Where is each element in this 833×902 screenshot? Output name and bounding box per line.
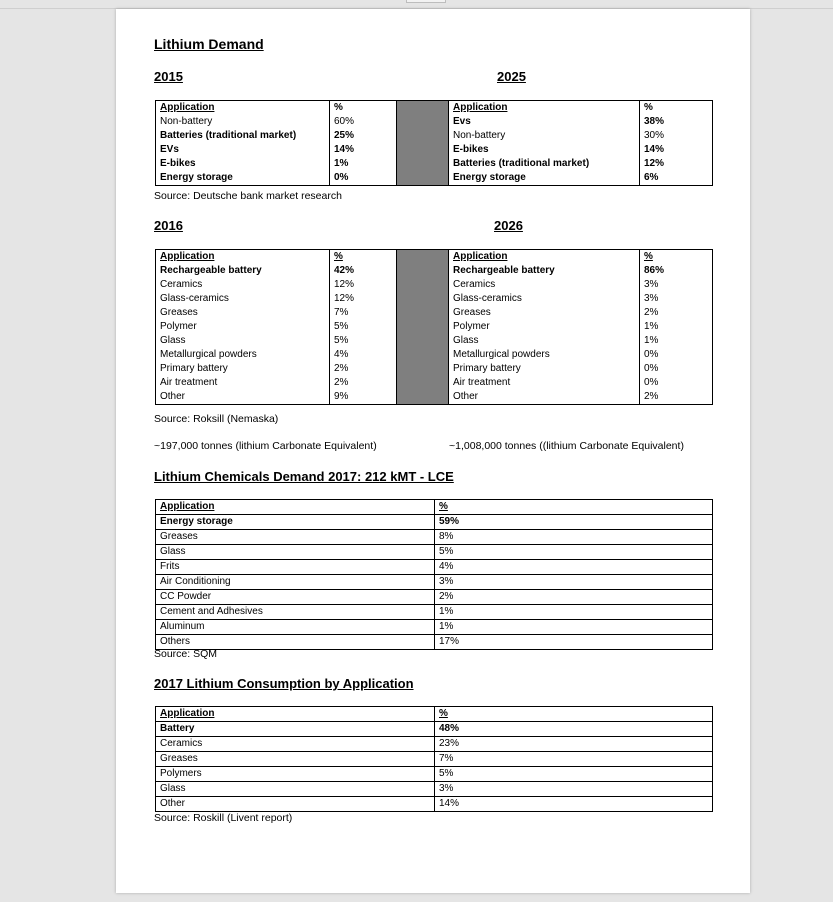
percent-cell: 7% — [435, 752, 713, 767]
consumption-heading: 2017 Lithium Consumption by Application — [154, 676, 414, 691]
percent-cell: 17% — [435, 635, 713, 650]
table-row — [156, 782, 713, 797]
header-application: Application — [449, 101, 640, 116]
table-row — [156, 157, 713, 171]
application-cell: Glass — [156, 545, 435, 560]
application-cell: Non-battery — [156, 115, 330, 129]
source-roksill: Source: Roksill (Nemaska) — [154, 413, 279, 425]
application-cell: Rechargeable battery — [449, 264, 640, 278]
table-row — [156, 605, 713, 620]
year-2015-heading: 2015 — [154, 69, 183, 84]
document-page — [116, 9, 750, 893]
percent-cell: 60% — [330, 115, 397, 129]
separator-block — [397, 334, 449, 348]
application-cell: Ceramics — [449, 278, 640, 292]
application-cell: Evs — [449, 115, 640, 129]
percent-cell: 48% — [435, 722, 713, 737]
header-percent: % — [330, 101, 397, 116]
percent-cell: 7% — [330, 306, 397, 320]
table-row — [156, 348, 713, 362]
separator-block — [397, 320, 449, 334]
application-cell: Cement and Adhesives — [156, 605, 435, 620]
percent-cell: 2% — [640, 306, 713, 320]
percent-cell: 4% — [330, 348, 397, 362]
application-cell: Greases — [156, 752, 435, 767]
application-cell: E-bikes — [156, 157, 330, 171]
application-cell: Greases — [156, 306, 330, 320]
application-cell: CC Powder — [156, 590, 435, 605]
application-cell: Rechargeable battery — [156, 264, 330, 278]
percent-cell: 5% — [330, 334, 397, 348]
percent-cell: 12% — [330, 278, 397, 292]
application-cell: Polymer — [449, 320, 640, 334]
percent-cell: 8% — [435, 530, 713, 545]
table-row — [156, 515, 713, 530]
table-row — [156, 306, 713, 320]
percent-cell: 59% — [435, 515, 713, 530]
percent-cell: 6% — [640, 171, 713, 186]
application-cell: Glass — [156, 334, 330, 348]
table-row — [156, 264, 713, 278]
table-row — [156, 737, 713, 752]
application-cell: Other — [449, 390, 640, 405]
separator-block — [397, 101, 449, 116]
application-cell: Glass — [156, 782, 435, 797]
separator-block — [397, 362, 449, 376]
percent-cell: 1% — [640, 320, 713, 334]
year-2026-heading: 2026 — [494, 218, 523, 233]
percent-cell: 0% — [640, 348, 713, 362]
percent-cell: 5% — [330, 320, 397, 334]
table-row — [156, 797, 713, 812]
header-percent: % — [640, 250, 713, 265]
percent-cell: 14% — [330, 143, 397, 157]
application-cell: Energy storage — [156, 171, 330, 186]
header-percent: % — [435, 500, 713, 515]
header-application: Application — [156, 101, 330, 116]
table-row — [156, 115, 713, 129]
percent-cell: 0% — [640, 362, 713, 376]
header-application: Application — [156, 250, 330, 265]
header-percent: % — [330, 250, 397, 265]
application-cell: Polymers — [156, 767, 435, 782]
application-cell: EVs — [156, 143, 330, 157]
percent-cell: 1% — [435, 605, 713, 620]
application-cell: Ceramics — [156, 737, 435, 752]
application-cell: E-bikes — [449, 143, 640, 157]
application-cell: Air Conditioning — [156, 575, 435, 590]
application-cell: Primary battery — [156, 362, 330, 376]
percent-cell: 0% — [640, 376, 713, 390]
header-application: Application — [156, 707, 435, 722]
source-deutsche-bank: Source: Deutsche bank market research — [154, 190, 342, 202]
percent-cell: 23% — [435, 737, 713, 752]
percent-cell: 14% — [435, 797, 713, 812]
page-tab[interactable] — [406, 0, 446, 3]
application-cell: Glass-ceramics — [449, 292, 640, 306]
percent-cell: 86% — [640, 264, 713, 278]
separator-block — [397, 143, 449, 157]
application-cell: Metallurgical powders — [449, 348, 640, 362]
table-row — [156, 560, 713, 575]
tonnes-note-2016: ~197,000 tonnes (lithium Carbonate Equivalent) — [154, 440, 377, 452]
application-cell: Air treatment — [449, 376, 640, 390]
source-sqm: Source: SQM — [154, 648, 218, 660]
table-header-row — [156, 707, 713, 722]
source-roskill-livent: Source: Roskill (Livent report) — [154, 812, 293, 824]
document-title: Lithium Demand — [154, 36, 264, 52]
percent-cell: 0% — [330, 171, 397, 186]
table-row — [156, 390, 713, 405]
table-row — [156, 620, 713, 635]
application-cell: Air treatment — [156, 376, 330, 390]
separator-block — [397, 171, 449, 186]
percent-cell: 5% — [435, 767, 713, 782]
application-cell: Metallurgical powders — [156, 348, 330, 362]
application-cell: Greases — [156, 530, 435, 545]
percent-cell: 2% — [330, 376, 397, 390]
separator-block — [397, 390, 449, 405]
application-cell: Frits — [156, 560, 435, 575]
percent-cell: 4% — [435, 560, 713, 575]
percent-cell: 12% — [330, 292, 397, 306]
percent-cell: 3% — [640, 292, 713, 306]
demand-2016-2026-table — [155, 249, 713, 405]
percent-cell: 1% — [330, 157, 397, 171]
table-header-row — [156, 500, 713, 515]
percent-cell: 14% — [640, 143, 713, 157]
table-row — [156, 752, 713, 767]
percent-cell: 3% — [435, 782, 713, 797]
table-row — [156, 362, 713, 376]
application-cell: Glass — [449, 334, 640, 348]
table-header-row — [156, 101, 713, 116]
separator-block — [397, 264, 449, 278]
chemicals-demand-table — [155, 499, 713, 650]
table-row — [156, 575, 713, 590]
tonnes-note-2026: ~1,008,000 tonnes ((lithium Carbonate Equivalent) — [449, 440, 684, 452]
application-cell: Other — [156, 797, 435, 812]
percent-cell: 25% — [330, 129, 397, 143]
table-row — [156, 129, 713, 143]
application-cell: Glass-ceramics — [156, 292, 330, 306]
header-percent: % — [640, 101, 713, 116]
table-row — [156, 767, 713, 782]
table-row — [156, 292, 713, 306]
table-row — [156, 278, 713, 292]
table-row — [156, 635, 713, 650]
table-row — [156, 376, 713, 390]
application-cell: Polymer — [156, 320, 330, 334]
percent-cell: 3% — [640, 278, 713, 292]
application-cell: Other — [156, 390, 330, 405]
application-cell: Non-battery — [449, 129, 640, 143]
table-row — [156, 143, 713, 157]
percent-cell: 2% — [330, 362, 397, 376]
application-cell: Ceramics — [156, 278, 330, 292]
percent-cell: 3% — [435, 575, 713, 590]
application-cell: Energy storage — [449, 171, 640, 186]
chemicals-demand-heading: Lithium Chemicals Demand 2017: 212 kMT - LCE — [154, 469, 454, 484]
window-top-bar — [0, 0, 833, 9]
table-row — [156, 545, 713, 560]
table-row — [156, 530, 713, 545]
application-cell: Aluminum — [156, 620, 435, 635]
table-row — [156, 590, 713, 605]
application-cell: Batteries (traditional market) — [449, 157, 640, 171]
table-header-row — [156, 250, 713, 265]
percent-cell: 5% — [435, 545, 713, 560]
separator-block — [397, 292, 449, 306]
application-cell: Batteries (traditional market) — [156, 129, 330, 143]
application-cell: Others — [156, 635, 435, 650]
separator-block — [397, 115, 449, 129]
percent-cell: 38% — [640, 115, 713, 129]
separator-block — [397, 278, 449, 292]
percent-cell: 2% — [435, 590, 713, 605]
application-cell: Energy storage — [156, 515, 435, 530]
percent-cell: 1% — [640, 334, 713, 348]
year-2025-heading: 2025 — [497, 69, 526, 84]
percent-cell: 12% — [640, 157, 713, 171]
separator-block — [397, 376, 449, 390]
application-cell: Battery — [156, 722, 435, 737]
separator-block — [397, 129, 449, 143]
demand-2015-2025-table — [155, 100, 713, 186]
separator-block — [397, 306, 449, 320]
percent-cell: 9% — [330, 390, 397, 405]
application-cell: Greases — [449, 306, 640, 320]
percent-cell: 42% — [330, 264, 397, 278]
header-application: Application — [156, 500, 435, 515]
table-row — [156, 320, 713, 334]
percent-cell: 30% — [640, 129, 713, 143]
percent-cell: 2% — [640, 390, 713, 405]
year-2016-heading: 2016 — [154, 218, 183, 233]
table-row — [156, 334, 713, 348]
header-percent: % — [435, 707, 713, 722]
consumption-table — [155, 706, 713, 812]
separator-block — [397, 157, 449, 171]
table-row — [156, 722, 713, 737]
header-application: Application — [449, 250, 640, 265]
separator-block — [397, 348, 449, 362]
application-cell: Primary battery — [449, 362, 640, 376]
table-row — [156, 171, 713, 186]
percent-cell: 1% — [435, 620, 713, 635]
separator-block — [397, 250, 449, 265]
